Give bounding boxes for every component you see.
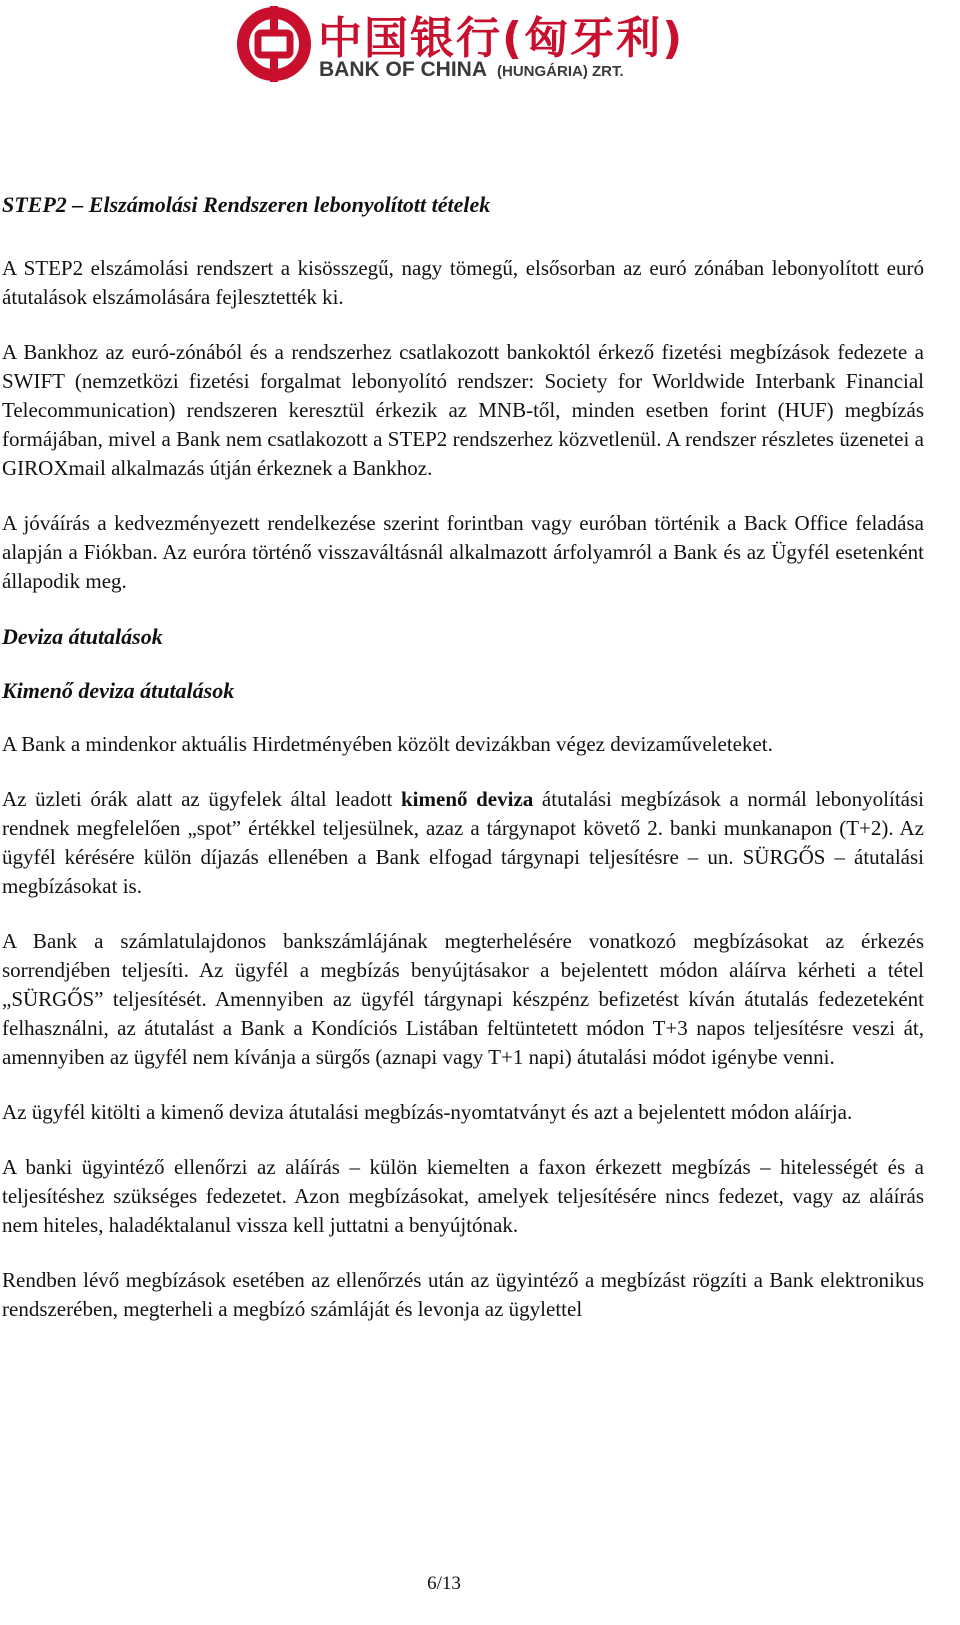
section-heading-foreign-transfers: Deviza átutalások [2,624,163,649]
bank-name-english-main: BANK OF CHINA [319,58,487,81]
paragraph-signature-check: A banki ügyintéző ellenőrzi az aláírás – külön kiemelten a faxon érkezett megbízás – hitelességét és a teljesítéshez szükséges fedezetet. Azon megbízásokat, amelyek teljesítésére nincs fedezet, vagy az aláírás nem hiteles, haladéktalanul vissza kell juttatni a benyújtónak. [2,1155,924,1237]
page-number: 6/13 [427,1573,461,1594]
bold-outgoing-foreign: kimenő deviza [401,787,534,811]
bank-name-english-sub: (HUNGÁRIA) ZRT. [497,63,624,80]
paragraph-business-hours-end: átutalási megbízások a normál lebonyolítási rendnek megfelelően „spot” értékkel teljesülnek, azaz a tárgynapot követő 2. banki munkanapon (T+2). Az ügyfél kérésére külön díjazás ellenében a Bank elfogad tárgynapi teljesítésre – un. SÜRGŐS – átutalási megbízásokat is. [2,787,924,898]
paragraph-order-of-execution: A Bank a számlatulajdonos bankszámlájának megterhelésére vonatkozó megbízásokat az érkezés sorrendjében teljesíti. Az ügyfél a megbízás benyújtásakor a bejelentett módon aláírva kérheti a tétel „SÜRGŐS” teljesítését. Amennyiben az ügyfél tárgynapi készpénz befizetést kíván átutalás fedezeteként felhasználni, az átutalást a Bank a Kondíciós Listában feltüntetett módon T+3 napos teljesítésre veszi át, amennyiben az ügyfél nem kívánja a sürgős (aznapi vagy T+1 napi) átutalási módot igénybe venni. [2,929,924,1069]
paragraph-business-hours-start: Az üzleti órák alatt az ügyfelek által leadott [2,787,401,811]
bank-of-china-logo-icon [236,6,312,87]
section-heading-outgoing-transfers: Kimenő deviza átutalások [2,678,235,703]
paragraph-form-filling: Az ügyfél kitölti a kimenő deviza átutalási megbízás-nyomtatványt és azt a bejelentett módon aláírja. [2,1100,853,1124]
document-body [2,190,924,1350]
paragraph-step2-intro: A STEP2 elszámolási rendszert a kisösszegű, nagy tömegű, elsősorban az euró zónában lebonyolított euró átutalások elszámolására fejlesztették ki. [2,256,924,309]
bank-name-english [319,58,624,82]
section-heading-step2: STEP2 – Elszámolási Rendszeren lebonyolított tételek [2,192,491,217]
bank-name-chinese: 中国银行(匈牙利) [318,13,685,64]
paragraph-crediting: A jóváírás a kedvezményezett rendelkezése szerint forintban vagy euróban történik a Back Office feladása alapján a Fiókban. Az euróra történő visszaváltásnál alkalmazott árfolyamról a Bank és az Ügyfél esetenként állapodik meg. [2,511,924,593]
page-header [0,0,960,100]
paragraph-recording: Rendben lévő megbízások esetében az ellenőrzés után az ügyintéző a megbízást rögzíti a Bank elektronikus rendszerében, megterheli a megbízó számláját és levonja az ügylettel [2,1268,924,1321]
paragraph-currencies: A Bank a mindenkor aktuális Hirdetményében közölt devizákban végez devizaműveleteket. [2,732,773,756]
paragraph-step2-coverage: A Bankhoz az euró-zónából és a rendszerhez csatlakozott bankoktól érkező fizetési megbízások fedezete a SWIFT (nemzetközi fizetési forgalmat lebonyolító rendszer: Society for Worldwide Interbank Financial Telecommunication) rendszeren keresztül érkezik az MNB-től, minden esetben forint (HUF) megbízás formájában, mivel a Bank nem csatlakozott a STEP2 rendszerhez közvetlenül. A rendszer részletes üzenetei a GIROXmail alkalmazás útján érkeznek a Bankhoz. [2,340,924,480]
paragraph-business-hours [2,785,924,901]
